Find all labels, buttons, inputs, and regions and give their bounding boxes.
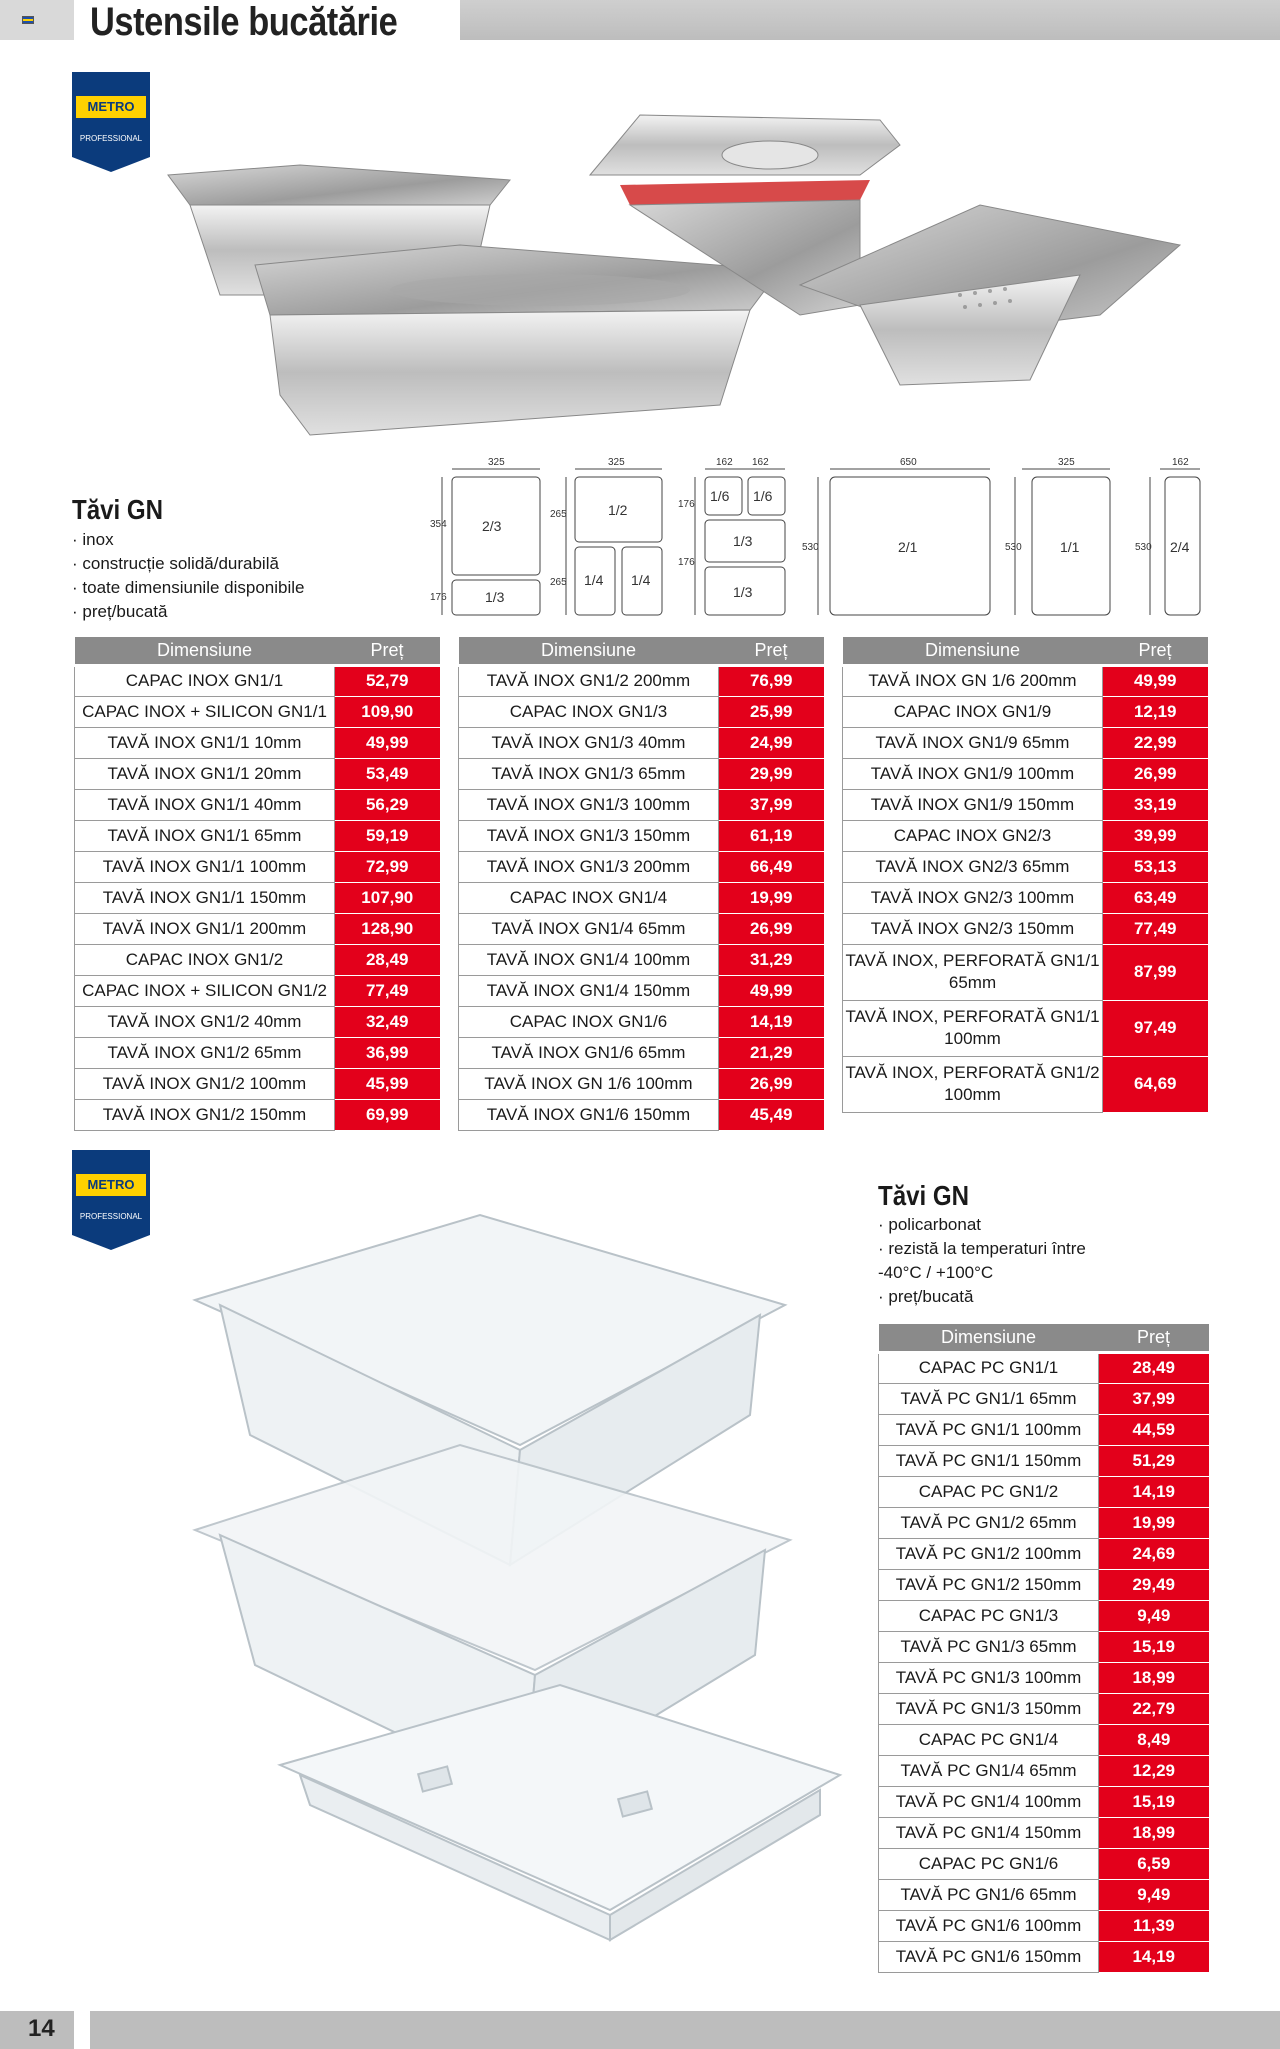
table-row [879, 1941, 1209, 1972]
table-row [879, 1507, 1209, 1538]
product-price: 61,19 [719, 820, 824, 851]
product-price: 18,99 [1099, 1817, 1209, 1848]
product-name: TAVĂ INOX GN1/3 200mm [459, 851, 719, 882]
product-price: 14,19 [1099, 1476, 1209, 1507]
product-name: TAVĂ INOX GN1/6 65mm [459, 1037, 719, 1068]
product-name: TAVĂ INOX GN1/9 100mm [843, 758, 1103, 789]
table-row [843, 944, 1208, 1000]
product-price: 49,99 [719, 975, 824, 1006]
page-number: 14 [28, 2015, 55, 2042]
product-name: TAVĂ INOX, PERFORATĂ GN1/1 65mm [843, 944, 1103, 1000]
table-row [459, 820, 824, 851]
product-name: CAPAC INOX GN1/3 [459, 696, 719, 727]
product-name: TAVĂ INOX GN1/1 200mm [75, 913, 335, 944]
product-name: TAVĂ INOX GN2/3 65mm [843, 851, 1103, 882]
dim-label: 2/3 [482, 518, 502, 534]
product-name: TAVĂ INOX GN1/6 150mm [459, 1099, 719, 1130]
dim-label: 176 [678, 499, 695, 510]
product-price: 15,19 [1099, 1786, 1209, 1817]
product-name: TAVĂ PC GN1/1 150mm [879, 1445, 1099, 1476]
dim-label: 1/1 [1060, 539, 1080, 555]
table-row [879, 1879, 1209, 1910]
price-table-inox-1 [74, 637, 440, 1131]
product-price: 12,29 [1099, 1755, 1209, 1786]
table-row [843, 727, 1208, 758]
column-header-price: Preț [1103, 637, 1208, 665]
product-price: 26,99 [1103, 758, 1208, 789]
table-row [459, 851, 824, 882]
table-row [879, 1786, 1209, 1817]
product-name: TAVĂ INOX GN1/2 200mm [459, 665, 719, 696]
product-price: 26,99 [719, 913, 824, 944]
dim-label: 650 [900, 457, 917, 468]
product-name: TAVĂ INOX GN2/3 150mm [843, 913, 1103, 944]
product-name: TAVĂ INOX GN1/4 100mm [459, 944, 719, 975]
dim-label: 530 [1005, 542, 1022, 553]
product-price: 69,99 [335, 1099, 440, 1130]
product-name: TAVĂ PC GN1/6 100mm [879, 1910, 1099, 1941]
product-price: 53,13 [1103, 851, 1208, 882]
product-price: 109,90 [335, 696, 440, 727]
product-name: TAVĂ PC GN1/1 65mm [879, 1383, 1099, 1414]
product-name: TAVĂ PC GN1/6 150mm [879, 1941, 1099, 1972]
dim-label: 176 [430, 592, 447, 603]
product-price: 18,99 [1099, 1662, 1209, 1693]
table-row [75, 1037, 440, 1068]
feature-item: · policarbonat [878, 1213, 1098, 1237]
product-price: 19,99 [719, 882, 824, 913]
product-price: 49,99 [335, 727, 440, 758]
table-row [459, 758, 824, 789]
price-table-inox-3 [842, 637, 1208, 1113]
feature-item: · rezistă la temperaturi între -40°C / +100°C [878, 1237, 1098, 1285]
product-price: 11,39 [1099, 1910, 1209, 1941]
product-name: TAVĂ INOX, PERFORATĂ GN1/1 100mm [843, 1000, 1103, 1056]
product-name: TAVĂ INOX GN1/3 100mm [459, 789, 719, 820]
dim-label: 176 [678, 557, 695, 568]
table-row [75, 758, 440, 789]
dim-label: 1/3 [733, 584, 753, 600]
dim-label: 354 [430, 519, 447, 530]
product-price: 45,99 [335, 1068, 440, 1099]
metro-logo-text: METRO [87, 1177, 135, 1192]
table-row [843, 851, 1208, 882]
professional-logo-text: PROFESSIONAL [79, 1212, 143, 1221]
dim-label: 2/4 [1170, 539, 1190, 555]
product-name: CAPAC PC GN1/2 [879, 1476, 1099, 1507]
product-name: TAVĂ INOX GN1/3 40mm [459, 727, 719, 758]
product-name: TAVĂ INOX GN1/1 100mm [75, 851, 335, 882]
product-name: TAVĂ INOX GN 1/6 100mm [459, 1068, 719, 1099]
table-row [459, 789, 824, 820]
product-price: 14,19 [719, 1006, 824, 1037]
polycarbonate-features-list [878, 1213, 1098, 1309]
product-price: 37,99 [719, 789, 824, 820]
column-header-price: Preț [719, 637, 824, 665]
dim-label: 1/4 [631, 572, 651, 588]
table-row [459, 1068, 824, 1099]
product-name: TAVĂ PC GN1/6 65mm [879, 1879, 1099, 1910]
table-row [75, 913, 440, 944]
product-price: 8,49 [1099, 1724, 1209, 1755]
dim-label: 162 [716, 457, 733, 468]
dim-label: 530 [1135, 542, 1152, 553]
dim-label: 265 [550, 509, 567, 520]
table-row [75, 882, 440, 913]
product-price: 59,19 [335, 820, 440, 851]
product-name: CAPAC INOX GN1/9 [843, 696, 1103, 727]
dim-label: 325 [488, 457, 505, 468]
dim-label: 1/3 [733, 533, 753, 549]
product-price: 24,99 [719, 727, 824, 758]
inox-features-list [72, 528, 304, 624]
dim-label: 1/2 [608, 502, 628, 518]
product-name: CAPAC INOX GN1/4 [459, 882, 719, 913]
table-row [75, 1099, 440, 1130]
product-price: 56,29 [335, 789, 440, 820]
dim-label: 1/3 [485, 589, 505, 605]
product-name: TAVĂ INOX GN1/2 40mm [75, 1006, 335, 1037]
product-name: CAPAC INOX + SILICON GN1/2 [75, 975, 335, 1006]
product-price: 9,49 [1099, 1879, 1209, 1910]
gn-size-diagram [430, 455, 1210, 620]
product-name: TAVĂ INOX GN1/1 150mm [75, 882, 335, 913]
product-name: TAVĂ INOX GN2/3 100mm [843, 882, 1103, 913]
product-price: 51,29 [1099, 1445, 1209, 1476]
product-name: CAPAC INOX GN1/2 [75, 944, 335, 975]
product-price: 19,99 [1099, 1507, 1209, 1538]
product-name: TAVĂ INOX GN1/2 150mm [75, 1099, 335, 1130]
flag-icon [22, 16, 34, 24]
product-price: 28,49 [335, 944, 440, 975]
product-name: TAVĂ INOX GN1/1 40mm [75, 789, 335, 820]
table-row [843, 789, 1208, 820]
dim-label: 1/4 [584, 572, 604, 588]
feature-item: · construcție solidă/durabilă [72, 552, 304, 576]
dim-label: 162 [752, 457, 769, 468]
table-row [75, 1068, 440, 1099]
table-row [459, 882, 824, 913]
product-name: TAVĂ INOX GN1/9 65mm [843, 727, 1103, 758]
dim-label: 1/6 [710, 488, 730, 504]
table-row [843, 696, 1208, 727]
table-row [843, 665, 1208, 696]
product-name: TAVĂ PC GN1/4 150mm [879, 1817, 1099, 1848]
product-price: 21,29 [719, 1037, 824, 1068]
product-price: 32,49 [335, 1006, 440, 1037]
product-price: 52,79 [335, 665, 440, 696]
product-price: 15,19 [1099, 1631, 1209, 1662]
product-name: CAPAC PC GN1/1 [879, 1352, 1099, 1383]
footer-bar [90, 2011, 1280, 2049]
feature-item: · preț/bucată [72, 600, 304, 624]
product-name: TAVĂ PC GN1/1 100mm [879, 1414, 1099, 1445]
table-row [75, 975, 440, 1006]
product-price: 9,49 [1099, 1600, 1209, 1631]
table-row [879, 1569, 1209, 1600]
product-price: 28,49 [1099, 1352, 1209, 1383]
product-name: CAPAC PC GN1/4 [879, 1724, 1099, 1755]
product-name: TAVĂ PC GN1/4 100mm [879, 1786, 1099, 1817]
table-row [459, 696, 824, 727]
table-row [879, 1538, 1209, 1569]
product-name: TAVĂ INOX, PERFORATĂ GN1/2 100mm [843, 1056, 1103, 1112]
feature-item: · inox [72, 528, 304, 552]
table-row [75, 944, 440, 975]
table-row [75, 727, 440, 758]
product-price: 64,69 [1103, 1056, 1208, 1112]
product-price: 63,49 [1103, 882, 1208, 913]
dim-label: 325 [1058, 457, 1075, 468]
column-header-dimension: Dimensiune [459, 637, 719, 665]
dim-label: 265 [550, 577, 567, 588]
section-title-policarbonat: Tăvi GN [878, 1180, 969, 1211]
product-name: TAVĂ INOX GN1/3 150mm [459, 820, 719, 851]
product-name: TAVĂ INOX GN1/3 65mm [459, 758, 719, 789]
product-price: 6,59 [1099, 1848, 1209, 1879]
table-row [843, 1056, 1208, 1112]
table-row [879, 1693, 1209, 1724]
header-tab [0, 0, 74, 40]
product-price: 49,99 [1103, 665, 1208, 696]
product-name: TAVĂ INOX GN1/4 65mm [459, 913, 719, 944]
table-row [459, 727, 824, 758]
product-name: CAPAC INOX GN1/1 [75, 665, 335, 696]
table-row [879, 1662, 1209, 1693]
product-name: TAVĂ INOX GN1/2 65mm [75, 1037, 335, 1068]
product-price: 22,99 [1103, 727, 1208, 758]
product-name: CAPAC INOX + SILICON GN1/1 [75, 696, 335, 727]
table-row [879, 1631, 1209, 1662]
product-name: CAPAC PC GN1/3 [879, 1600, 1099, 1631]
product-price: 33,19 [1103, 789, 1208, 820]
product-price: 44,59 [1099, 1414, 1209, 1445]
table-row [843, 882, 1208, 913]
product-price: 87,99 [1103, 944, 1208, 1000]
column-header-dimension: Dimensiune [843, 637, 1103, 665]
product-name: TAVĂ INOX GN 1/6 200mm [843, 665, 1103, 696]
table-row [879, 1445, 1209, 1476]
table-row [879, 1848, 1209, 1879]
column-header-dimension: Dimensiune [75, 637, 335, 665]
table-row [459, 1099, 824, 1130]
table-row [75, 820, 440, 851]
product-name: TAVĂ INOX GN1/4 150mm [459, 975, 719, 1006]
dim-label: 530 [802, 542, 819, 553]
product-price: 12,19 [1103, 696, 1208, 727]
product-price: 31,29 [719, 944, 824, 975]
product-price: 107,90 [335, 882, 440, 913]
metro-professional-logo [72, 72, 150, 172]
table-row [459, 975, 824, 1006]
product-price: 14,19 [1099, 1941, 1209, 1972]
product-price: 26,99 [719, 1068, 824, 1099]
table-row [879, 1755, 1209, 1786]
product-name: TAVĂ PC GN1/3 100mm [879, 1662, 1099, 1693]
product-name: TAVĂ PC GN1/2 100mm [879, 1538, 1099, 1569]
product-name: TAVĂ INOX GN1/2 100mm [75, 1068, 335, 1099]
product-name: TAVĂ INOX GN1/1 10mm [75, 727, 335, 758]
product-price: 97,49 [1103, 1000, 1208, 1056]
section-title-inox: Tăvi GN [72, 494, 163, 525]
product-price: 45,49 [719, 1099, 824, 1130]
product-name: CAPAC INOX GN1/6 [459, 1006, 719, 1037]
product-price: 36,99 [335, 1037, 440, 1068]
product-name: CAPAC INOX GN2/3 [843, 820, 1103, 851]
product-price: 77,49 [335, 975, 440, 1006]
table-row [843, 820, 1208, 851]
dim-label: 325 [608, 457, 625, 468]
table-row [879, 1383, 1209, 1414]
table-row [843, 1000, 1208, 1056]
table-row [459, 1006, 824, 1037]
product-name: TAVĂ PC GN1/3 65mm [879, 1631, 1099, 1662]
product-price: 66,49 [719, 851, 824, 882]
product-price: 37,99 [1099, 1383, 1209, 1414]
price-table-inox-2 [458, 637, 824, 1131]
table-row [459, 913, 824, 944]
table-row [75, 1006, 440, 1037]
table-row [879, 1817, 1209, 1848]
table-row [75, 789, 440, 820]
table-row [75, 665, 440, 696]
product-name: CAPAC PC GN1/6 [879, 1848, 1099, 1879]
product-price: 29,49 [1099, 1569, 1209, 1600]
table-row [879, 1414, 1209, 1445]
dim-label: 2/1 [898, 539, 918, 555]
product-name: TAVĂ INOX GN1/1 20mm [75, 758, 335, 789]
table-row [879, 1352, 1209, 1383]
page-title: Ustensile bucătărie [90, 0, 398, 44]
table-row [75, 696, 440, 727]
price-table-policarbonat [878, 1324, 1209, 1973]
polycarbonate-pans-photo [190, 1195, 850, 1955]
stainless-pans-photo [160, 105, 1190, 445]
product-name: TAVĂ PC GN1/3 150mm [879, 1693, 1099, 1724]
professional-logo-text: PROFESSIONAL [79, 134, 143, 143]
feature-item: · preț/bucată [878, 1285, 1098, 1309]
column-header-dimension: Dimensiune [879, 1324, 1099, 1352]
table-row [459, 665, 824, 696]
column-header-price: Preț [335, 637, 440, 665]
table-row [879, 1600, 1209, 1631]
metro-logo-text: METRO [87, 99, 135, 114]
table-row [843, 913, 1208, 944]
product-price: 22,79 [1099, 1693, 1209, 1724]
product-price: 128,90 [335, 913, 440, 944]
product-price: 76,99 [719, 665, 824, 696]
dim-label: 1/6 [753, 488, 773, 504]
product-name: TAVĂ PC GN1/4 65mm [879, 1755, 1099, 1786]
product-name: TAVĂ PC GN1/2 65mm [879, 1507, 1099, 1538]
metro-professional-logo [72, 1150, 150, 1250]
table-row [879, 1910, 1209, 1941]
product-price: 39,99 [1103, 820, 1208, 851]
product-price: 25,99 [719, 696, 824, 727]
product-price: 53,49 [335, 758, 440, 789]
table-row [879, 1724, 1209, 1755]
product-price: 72,99 [335, 851, 440, 882]
table-row [843, 758, 1208, 789]
feature-item: · toate dimensiunile disponibile [72, 576, 304, 600]
product-price: 24,69 [1099, 1538, 1209, 1569]
product-name: TAVĂ INOX GN1/9 150mm [843, 789, 1103, 820]
table-row [459, 944, 824, 975]
table-row [879, 1476, 1209, 1507]
dim-label: 162 [1172, 457, 1189, 468]
table-row [75, 851, 440, 882]
column-header-price: Preț [1099, 1324, 1209, 1352]
table-row [459, 1037, 824, 1068]
product-price: 29,99 [719, 758, 824, 789]
product-price: 77,49 [1103, 913, 1208, 944]
product-name: TAVĂ INOX GN1/1 65mm [75, 820, 335, 851]
product-name: TAVĂ PC GN1/2 150mm [879, 1569, 1099, 1600]
